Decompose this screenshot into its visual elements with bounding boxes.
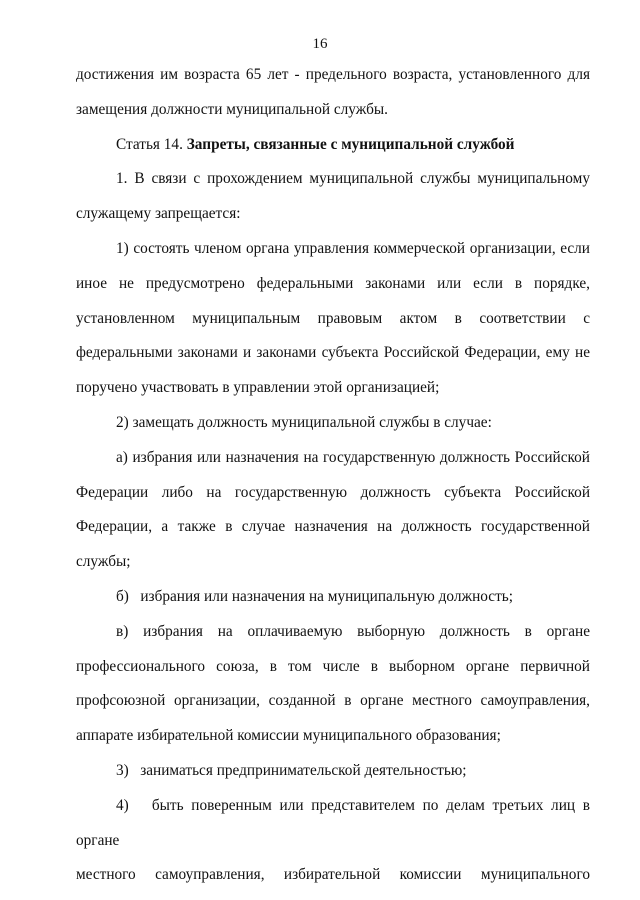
text-line: 1. В связи с прохождением муниципальной службы муниципальному xyxy=(116,170,590,188)
page-number: 16 xyxy=(312,36,328,52)
text-line: 4) быть поверенным или представителем по делам третьих лиц в органе xyxy=(76,796,594,849)
text-line: 2) замещать должность муниципальной службы в случае: xyxy=(116,413,492,431)
text-line: 1) состоять членом органа управления коммерческой организации, если xyxy=(116,239,590,257)
text-line: 3) заниматься предпринимательской деятельностью; xyxy=(116,761,467,779)
document-body xyxy=(76,58,594,893)
text-line: б) избрания или назначения на муниципальную должность; xyxy=(116,587,513,605)
text-line: профессионального союза, в том числе в выборном органе первичной xyxy=(76,657,590,675)
text-line: иное не предусмотрено федеральными законами или если в порядке, xyxy=(76,274,590,292)
text-line: аппарате избирательной комиссии муниципального образования; xyxy=(76,727,501,745)
text-line: службы; xyxy=(76,553,131,571)
article-heading xyxy=(76,128,590,163)
text-line: служащему запрещается: xyxy=(76,205,241,223)
text-line: федеральными законами и законами субъекта Российской Федерации, ему не xyxy=(76,344,590,362)
article-title: Запреты, связанные с муниципальной службой xyxy=(186,135,515,153)
article-prefix: Статья 14. xyxy=(116,135,187,153)
text-line: установленном муниципальным правовым актом в соответствии с xyxy=(76,309,590,327)
text-line: поручено участвовать в управлении этой организацией; xyxy=(76,379,440,397)
text-line: а) избрания или назначения на государственную должность Российской xyxy=(116,448,590,466)
text-line: Федерации, а также в случае назначения на должность государственной xyxy=(76,518,590,536)
text-line: местного самоуправления, избирательной комиссии муниципального xyxy=(76,866,590,884)
text-line: достижения им возраста 65 лет - предельного возраста, установленного для xyxy=(76,66,590,83)
text-line: профсоюзной организации, созданной в органе местного самоуправления, xyxy=(76,692,590,710)
text-line: Федерации либо на государственную должность субъекта Российской xyxy=(76,483,590,501)
text-line: в) избрания на оплачиваемую выборную должность в органе xyxy=(116,622,590,640)
text-line: замещения должности муниципальной службы. xyxy=(76,100,388,118)
